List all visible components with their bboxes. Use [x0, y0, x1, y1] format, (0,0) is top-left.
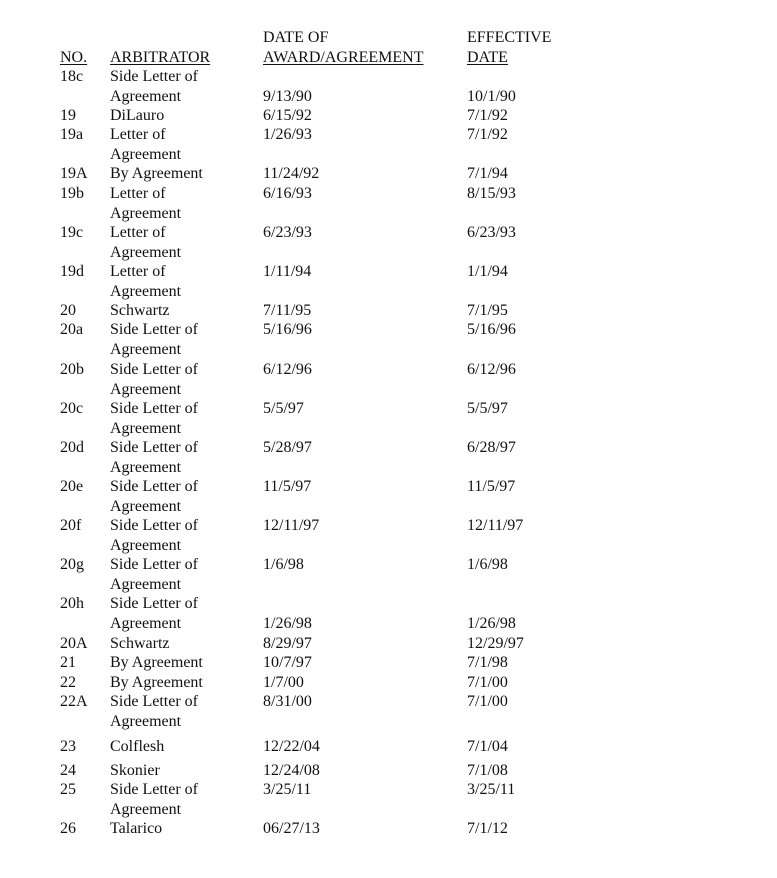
row-number: 20d [60, 439, 84, 456]
row-number: 20f [60, 517, 82, 534]
row-number: 19c [60, 224, 84, 241]
row-arbitrator: By Agreement [110, 654, 203, 671]
row-award-date: 1/7/00 [263, 674, 304, 691]
row-arbitrator: Side Letter of [110, 781, 198, 798]
row-arbitrator: Agreement [110, 340, 182, 358]
row-number: 19A [60, 165, 88, 182]
row-award-date: 6/12/96 [263, 361, 312, 378]
row-award-date: 1/26/93 [263, 126, 312, 143]
row-number: 21 [60, 654, 76, 671]
row-number: 20c [60, 400, 84, 417]
row-arbitrator: Agreement [110, 243, 182, 261]
row-award-date: 5/16/96 [263, 321, 312, 338]
row-effective-date: 7/1/00 [467, 693, 508, 710]
row-effective-date: 7/1/92 [467, 126, 508, 143]
row-arbitrator: Colflesh [110, 738, 165, 755]
header-date-line1: DATE OF [263, 29, 329, 46]
row-award-date: 7/11/95 [263, 302, 312, 319]
row-arbitrator: Agreement [110, 204, 182, 222]
row-arbitrator: Side Letter of [110, 693, 198, 710]
row-arbitrator: DiLauro [110, 107, 165, 124]
row-award-date: 12/22/04 [263, 738, 320, 755]
row-number: 19b [60, 185, 84, 202]
row-award-date: 1/11/94 [263, 263, 312, 280]
row-number: 20a [60, 321, 84, 338]
row-arbitrator: Agreement [110, 458, 182, 476]
row-arbitrator: Agreement [110, 614, 182, 632]
row-effective-date: 8/15/93 [467, 185, 516, 202]
row-arbitrator: Side Letter of [110, 400, 198, 417]
row-effective-date: 1/1/94 [467, 263, 508, 280]
row-number: 20A [60, 635, 88, 652]
row-effective-date: 1/6/98 [467, 556, 508, 573]
row-arbitrator: Agreement [110, 497, 182, 515]
row-number: 20 [60, 302, 76, 319]
row-effective-date: 7/1/95 [467, 302, 508, 319]
header-date-line2: AWARD/AGREEMENT [263, 49, 424, 66]
row-number: 25 [60, 781, 76, 798]
row-effective-date: 7/1/12 [467, 820, 508, 837]
row-effective-date: 7/1/98 [467, 654, 508, 671]
row-arbitrator: Letter of [110, 224, 166, 241]
row-number: 19d [60, 263, 84, 280]
row-arbitrator: Side Letter of [110, 68, 198, 85]
row-number: 22A [60, 693, 88, 710]
row-effective-date: 12/11/97 [467, 517, 524, 534]
header-effective-line2: DATE [467, 49, 508, 66]
row-award-date: 1/6/98 [263, 556, 304, 573]
row-number: 20g [60, 556, 84, 573]
row-award-date: 6/15/92 [263, 107, 312, 124]
row-effective-date: 6/12/96 [467, 361, 516, 378]
row-effective-date: 7/1/04 [467, 738, 508, 755]
row-effective-date: 5/16/96 [467, 321, 516, 338]
row-number: 20e [60, 478, 84, 495]
row-arbitrator: Letter of [110, 263, 166, 280]
row-arbitrator: Agreement [110, 145, 182, 163]
row-arbitrator: Side Letter of [110, 321, 198, 338]
row-arbitrator: Agreement [110, 282, 182, 300]
row-arbitrator: Talarico [110, 820, 163, 837]
row-arbitrator: Agreement [110, 536, 182, 554]
row-effective-date: 7/1/08 [467, 762, 508, 779]
row-award-date: 12/11/97 [263, 517, 320, 534]
row-number: 20b [60, 361, 84, 378]
row-effective-date: 1/26/98 [467, 614, 516, 632]
row-award-date: 6/16/93 [263, 185, 312, 202]
row-arbitrator: Agreement [110, 87, 182, 105]
row-arbitrator: By Agreement [110, 165, 203, 182]
row-arbitrator: Side Letter of [110, 361, 198, 378]
row-number: 23 [60, 738, 76, 755]
row-number: 22 [60, 674, 76, 691]
row-effective-date: 11/5/97 [467, 478, 516, 495]
row-number: 19a [60, 126, 84, 143]
row-effective-date: 6/28/97 [467, 439, 516, 456]
row-arbitrator: Side Letter of [110, 595, 198, 612]
row-award-date: 8/29/97 [263, 635, 312, 652]
row-arbitrator: Letter of [110, 126, 166, 143]
row-award-date: 6/23/93 [263, 224, 312, 241]
row-number: 19 [60, 107, 76, 124]
row-award-date: 8/31/00 [263, 693, 312, 710]
row-award-date: 5/5/97 [263, 400, 304, 417]
row-arbitrator: Agreement [110, 800, 182, 818]
header-no: NO. [60, 49, 88, 66]
row-award-date: 11/5/97 [263, 478, 312, 495]
row-effective-date: 5/5/97 [467, 400, 508, 417]
row-effective-date: 7/1/00 [467, 674, 508, 691]
row-award-date: 5/28/97 [263, 439, 312, 456]
row-arbitrator: Schwartz [110, 635, 170, 652]
row-arbitrator: Letter of [110, 185, 166, 202]
header-arbitrator: ARBITRATOR [110, 49, 211, 66]
header-effective-line1: EFFECTIVE [467, 29, 552, 46]
row-effective-date: 6/23/93 [467, 224, 516, 241]
row-arbitrator: Side Letter of [110, 556, 198, 573]
row-arbitrator: By Agreement [110, 674, 203, 691]
row-number: 24 [60, 762, 76, 779]
row-arbitrator: Side Letter of [110, 478, 198, 495]
row-award-date: 12/24/08 [263, 762, 320, 779]
row-award-date: 3/25/11 [263, 781, 312, 798]
row-arbitrator: Agreement [110, 419, 182, 437]
row-effective-date: 12/29/97 [467, 635, 524, 652]
row-effective-date: 7/1/94 [467, 165, 508, 182]
row-arbitrator: Skonier [110, 762, 160, 779]
row-arbitrator: Agreement [110, 575, 182, 593]
row-arbitrator: Side Letter of [110, 517, 198, 534]
row-effective-date: 3/25/11 [467, 781, 516, 798]
row-arbitrator: Agreement [110, 712, 182, 730]
row-number: 26 [60, 820, 76, 837]
row-arbitrator: Schwartz [110, 302, 170, 319]
row-arbitrator: Side Letter of [110, 439, 198, 456]
row-number: 20h [60, 595, 84, 612]
row-award-date: 06/27/13 [263, 820, 320, 837]
row-award-date: 9/13/90 [263, 87, 312, 105]
row-award-date: 11/24/92 [263, 165, 320, 182]
row-award-date: 10/7/97 [263, 654, 312, 671]
row-award-date: 1/26/98 [263, 614, 312, 632]
row-number: 18c [60, 68, 84, 85]
row-arbitrator: Agreement [110, 380, 182, 398]
row-effective-date: 10/1/90 [467, 87, 516, 105]
row-effective-date: 7/1/92 [467, 107, 508, 124]
